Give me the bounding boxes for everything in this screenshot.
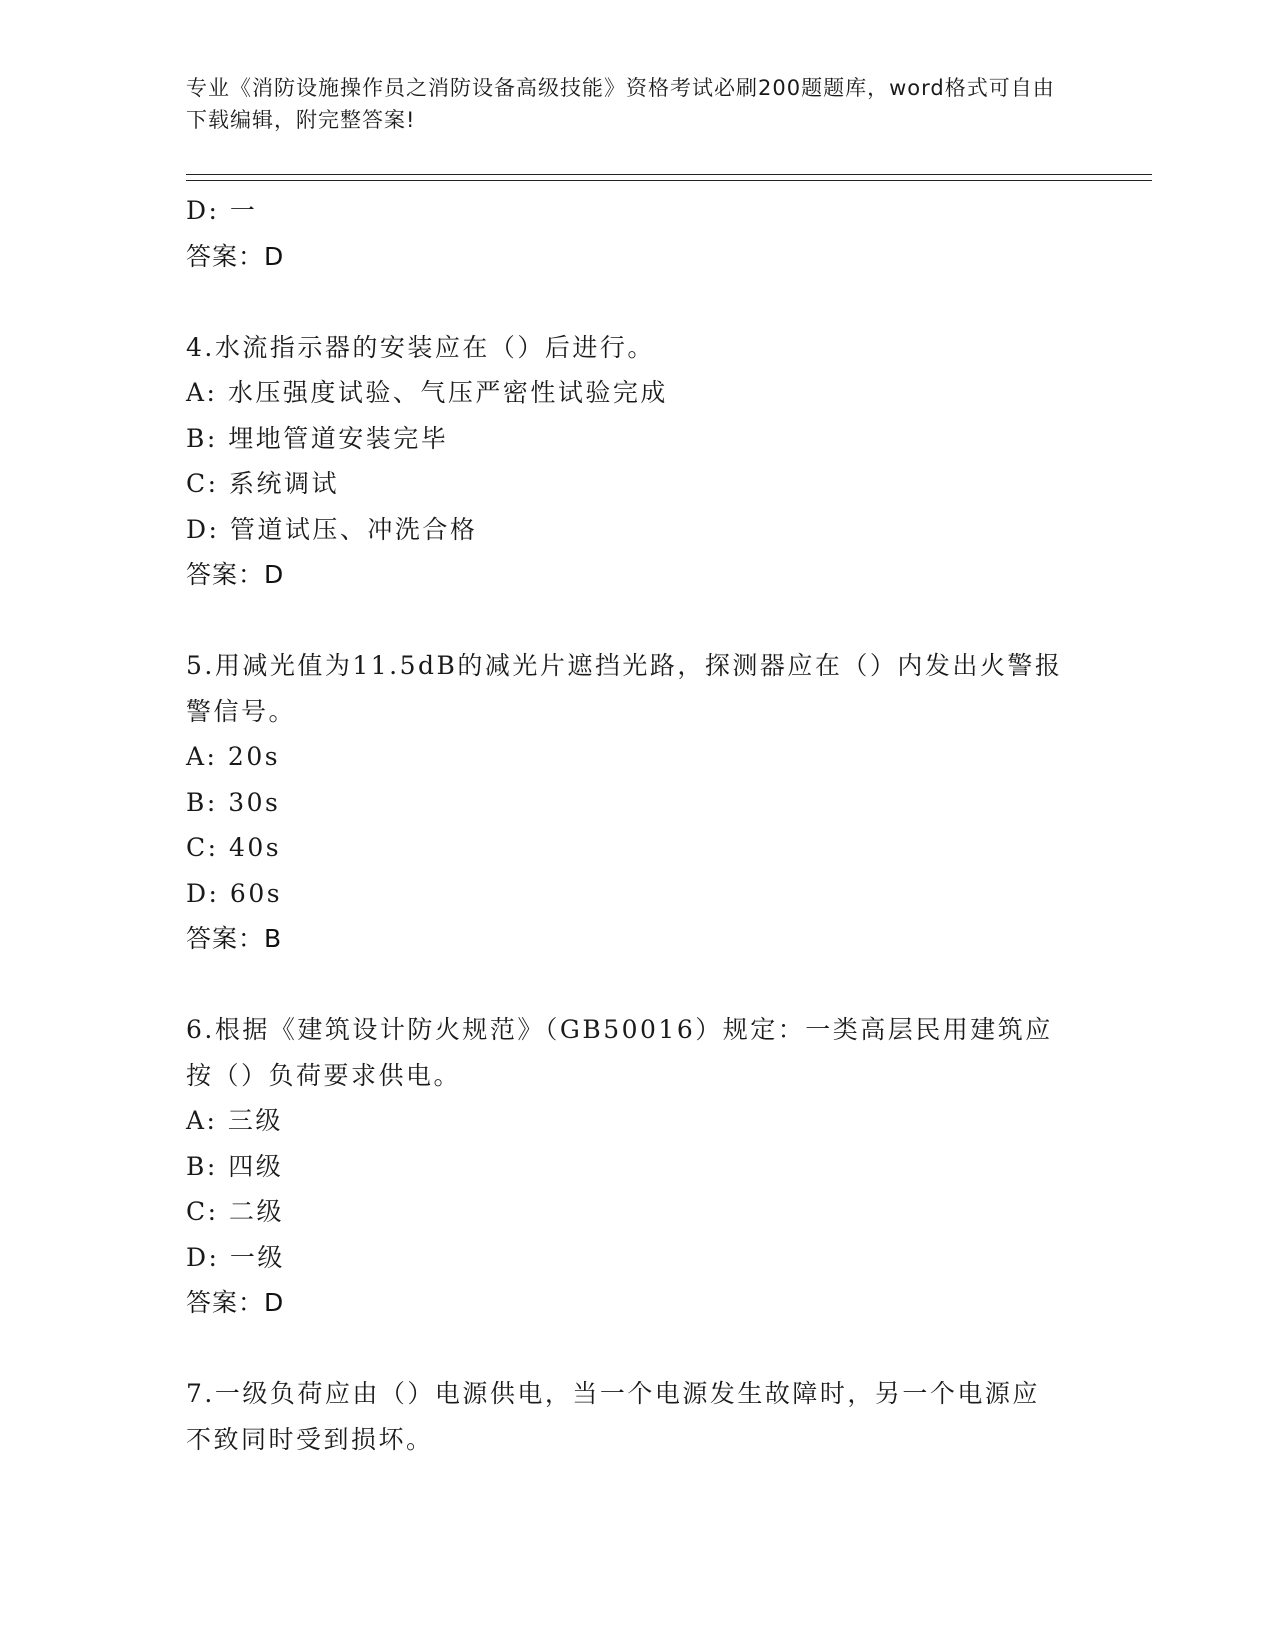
option-a: A: 水压强度试验、气压严密性试验完成 [186, 378, 668, 407]
answer-line: 答案：D [186, 241, 285, 271]
option-b: B: 四级 [186, 1151, 284, 1181]
spacer [186, 279, 1086, 325]
question-stem: 6.根据《建筑设计防火规范》（GB50016）规定：一类高层民用建筑应按（）负荷要求供电。 [186, 1015, 1053, 1090]
option-d: D: 一级 [186, 1242, 285, 1272]
option-c: C: 二级 [186, 1197, 284, 1226]
question-stem: 5.用减光值为11.5dB的减光片遮挡光路，探测器应在（）内发出火警报警信号。 [186, 651, 1063, 726]
question-stem: 4.水流指示器的安装应在（）后进行。 [186, 332, 655, 362]
option-b: B: 30s [186, 787, 281, 817]
option-a: A: 三级 [186, 1106, 283, 1135]
page-header: 专业《消防设施操作员之消防设备高级技能》资格考试必刷200题题库，word格式可自由下载编辑，附完整答案! [186, 76, 1055, 132]
spacer [186, 1326, 1086, 1372]
spacer [186, 962, 1086, 1008]
option-a: A: 20s [186, 742, 281, 771]
answer-line: 答案：B [186, 924, 283, 953]
option-b: B: 埋地管道安装完毕 [186, 423, 449, 453]
spacer [186, 598, 1086, 644]
answer-line: 答案：D [186, 1288, 285, 1317]
question-content [186, 188, 1086, 1462]
question-stem: 7.一级负荷应由（）电源供电，当一个电源发生故障时，另一个电源应不致同时受到损坏。 [186, 1379, 1040, 1454]
option-d: D: 管道试压、冲洗合格 [186, 514, 478, 544]
header-rule-bottom [186, 180, 1152, 181]
option-d: D: 60s [186, 878, 283, 908]
answer-line: 答案：D [186, 560, 285, 589]
option-c: C: 40s [186, 833, 282, 862]
header-rule-top [186, 174, 1152, 175]
option-c: C: 系统调试 [186, 469, 339, 498]
option-d: D: 一 [186, 196, 258, 225]
